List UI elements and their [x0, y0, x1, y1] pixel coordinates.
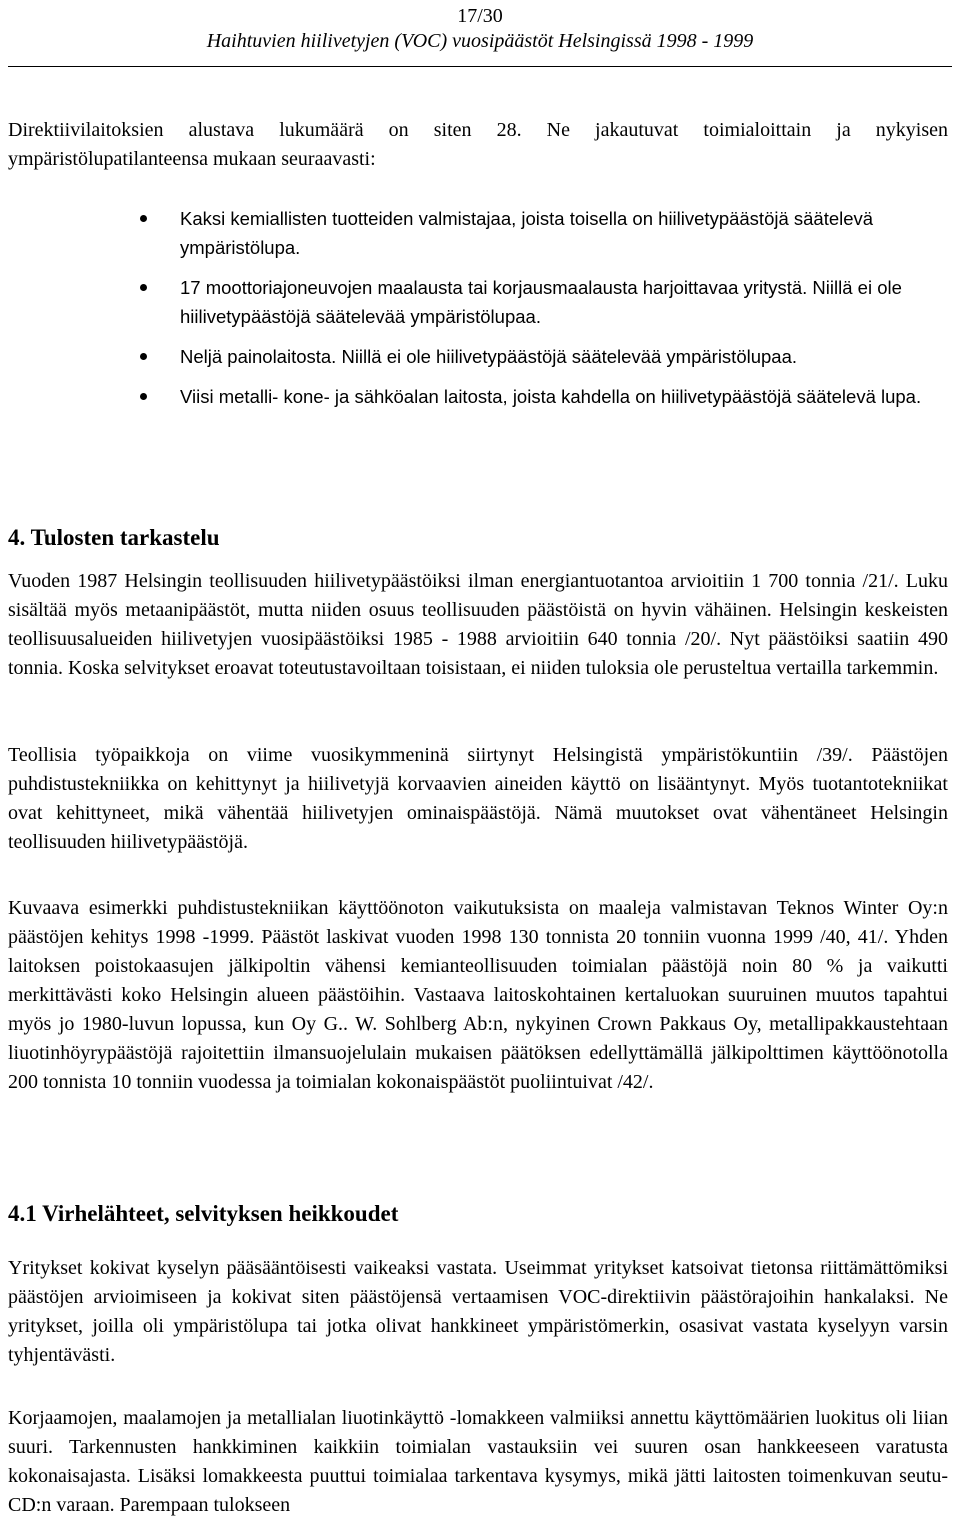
section-paragraph: Yritykset kokivat kyselyn pääsääntöisesti vaikeaksi vastata. Useimmat yritykset katsoivat tietonsa riittämättömiksi päästöjen arvioimiseen ja kokivat siten päästöjensä vertaamisen VOC-direktiivin päästörajoihin hankalaksi. Ne yritykset, joilla oli ympäristölupa tai jotka olivat hankkineet ympäristömerkin, osasivat vastata kyselyyn varsin tyhjentävästi.	[8, 1257, 948, 1366]
section-paragraph: Teollisia työpaikkoja on viime vuosikymmeninä siirtynyt Helsingistä ympäristökuntiin /39/. Päästöjen puhdistustekniikka on kehittynyt ja hiilivetyjä korvaavien aineiden käyttö on lisääntynyt. Myös tuotantotekniikat ovat kehittyneet, mikä vähentää hiilivetyjen ominaispäästöjä. Nämä muutokset ovat vähentäneet Helsingin teollisuuden hiilivetypäästöjä.	[8, 744, 948, 853]
document-title: Haihtuvien hiilivetyjen (VOC) vuosipäästöt Helsingissä 1998 - 1999	[206, 30, 754, 52]
bullet-icon	[140, 284, 147, 291]
bullet-icon	[140, 215, 147, 222]
list-item	[140, 382, 948, 411]
list-item-text: Viisi metalli- kone- ja sähköalan laitosta, joista kahdella on hiilivetypäästöjä säätelevä lupa.	[180, 386, 922, 407]
list-item	[140, 204, 948, 262]
section-paragraph: Korjaamojen, maalamojen ja metallialan liuotinkäyttö -lomakkeen valmiiksi annettu käyttömäärien luokitus oli liian suuri. Tarkennusten hankkiminen kaikkiin toimialan vastauksiin vei suuren osan hankkeeseen varatusta kokonaisajasta. Lisäksi lomakkeesta puuttui toimialaa tarkentava kysymys, mikä jätti laitosten toimenkuvan seutu-CD:n varaan. Parempaan tulokseen	[8, 1407, 948, 1516]
page-header	[0, 4, 960, 54]
page-number: 17/30	[457, 5, 503, 27]
list-item-text: 17 moottoriajoneuvojen maalausta tai korjausmaalausta harjoittavaa yritystä. Niillä ei ole hiilivetypäästöjä säätelevää ympäristölupaa.	[180, 277, 902, 327]
list-item	[140, 342, 948, 371]
section-paragraph: Kuvaava esimerkki puhdistustekniikan käyttöönoton vaikutuksista on maaleja valmistavan Teknos Winter Oy:n päästöjen kehitys 1998 -1999. Päästöt laskivat vuoden 1998 130 tonnista 20 tonniin vuonna 1999 /40, 41/. Yhden laitoksen poistokaasujen jälkipoltin vähensi kemianteollisuuden toimialan päästöjä noin 80 % ja vaikutti merkittävästi koko Helsingin alueen päästöihin. Vastaava laitoskohtainen kertaluokan suuruinen muutos tapahtui myös jo 1980-luvun lopussa, kun Oy G.. W. Sohlberg Ab:n, nykyinen Crown Pakkaus Oy, metallipakkaustehtaan liuotinhöyrypäästöjä rajoitettiin ilmansuojelulain mukaisen päätöksen edellyttämällä jälkipolttimen käyttöönotolla 200 tonnista 10 tonniin vuodessa ja toimialan kokonaispäästöt puoliintuivat /42/.	[8, 897, 948, 1093]
bullet-icon	[140, 393, 147, 400]
list-item-text: Kaksi kemiallisten tuotteiden valmistajaa, joista toisella on hiilivetypäästöjä säätelevä ympäristölupa.	[180, 208, 874, 258]
section-heading: 4. Tulosten tarkastelu	[8, 525, 220, 550]
subsection-heading: 4.1 Virhelähteet, selvityksen heikkoudet	[8, 1201, 399, 1226]
section-paragraph: Vuoden 1987 Helsingin teollisuuden hiilivetypäästöiksi ilman energiantuotantoa arvioitiin 1 700 tonnia /21/. Luku sisältää myös metaanipäästöt, mutta niiden osuus teollisuuden päästöistä on hyvin vähäinen. Helsingin keskeisten teollisuusalueiden hiilivetyjen vuosipäästöiksi 1985 - 1988 arvioitiin 640 tonnia /20/. Nyt päästöiksi saatiin 490 tonnia. Koska selvitykset eroavat toteutustavoiltaan toisistaan, ei niiden tuloksia ole perusteltua vertailla tarkemmin.	[8, 570, 948, 679]
facility-list	[140, 204, 948, 422]
list-item	[140, 273, 948, 331]
header-divider	[8, 66, 952, 67]
intro-paragraph: Direktiivilaitoksien alustava lukumäärä on siten 28. Ne jakautuvat toimialoittain ja nykyisen ympäristölupatilanteensa mukaan seuraavasti:	[8, 119, 948, 170]
list-item-text: Neljä painolaitosta. Niillä ei ole hiilivetypäästöjä säätelevää ympäristölupaa.	[180, 346, 798, 367]
bullet-icon	[140, 353, 147, 360]
